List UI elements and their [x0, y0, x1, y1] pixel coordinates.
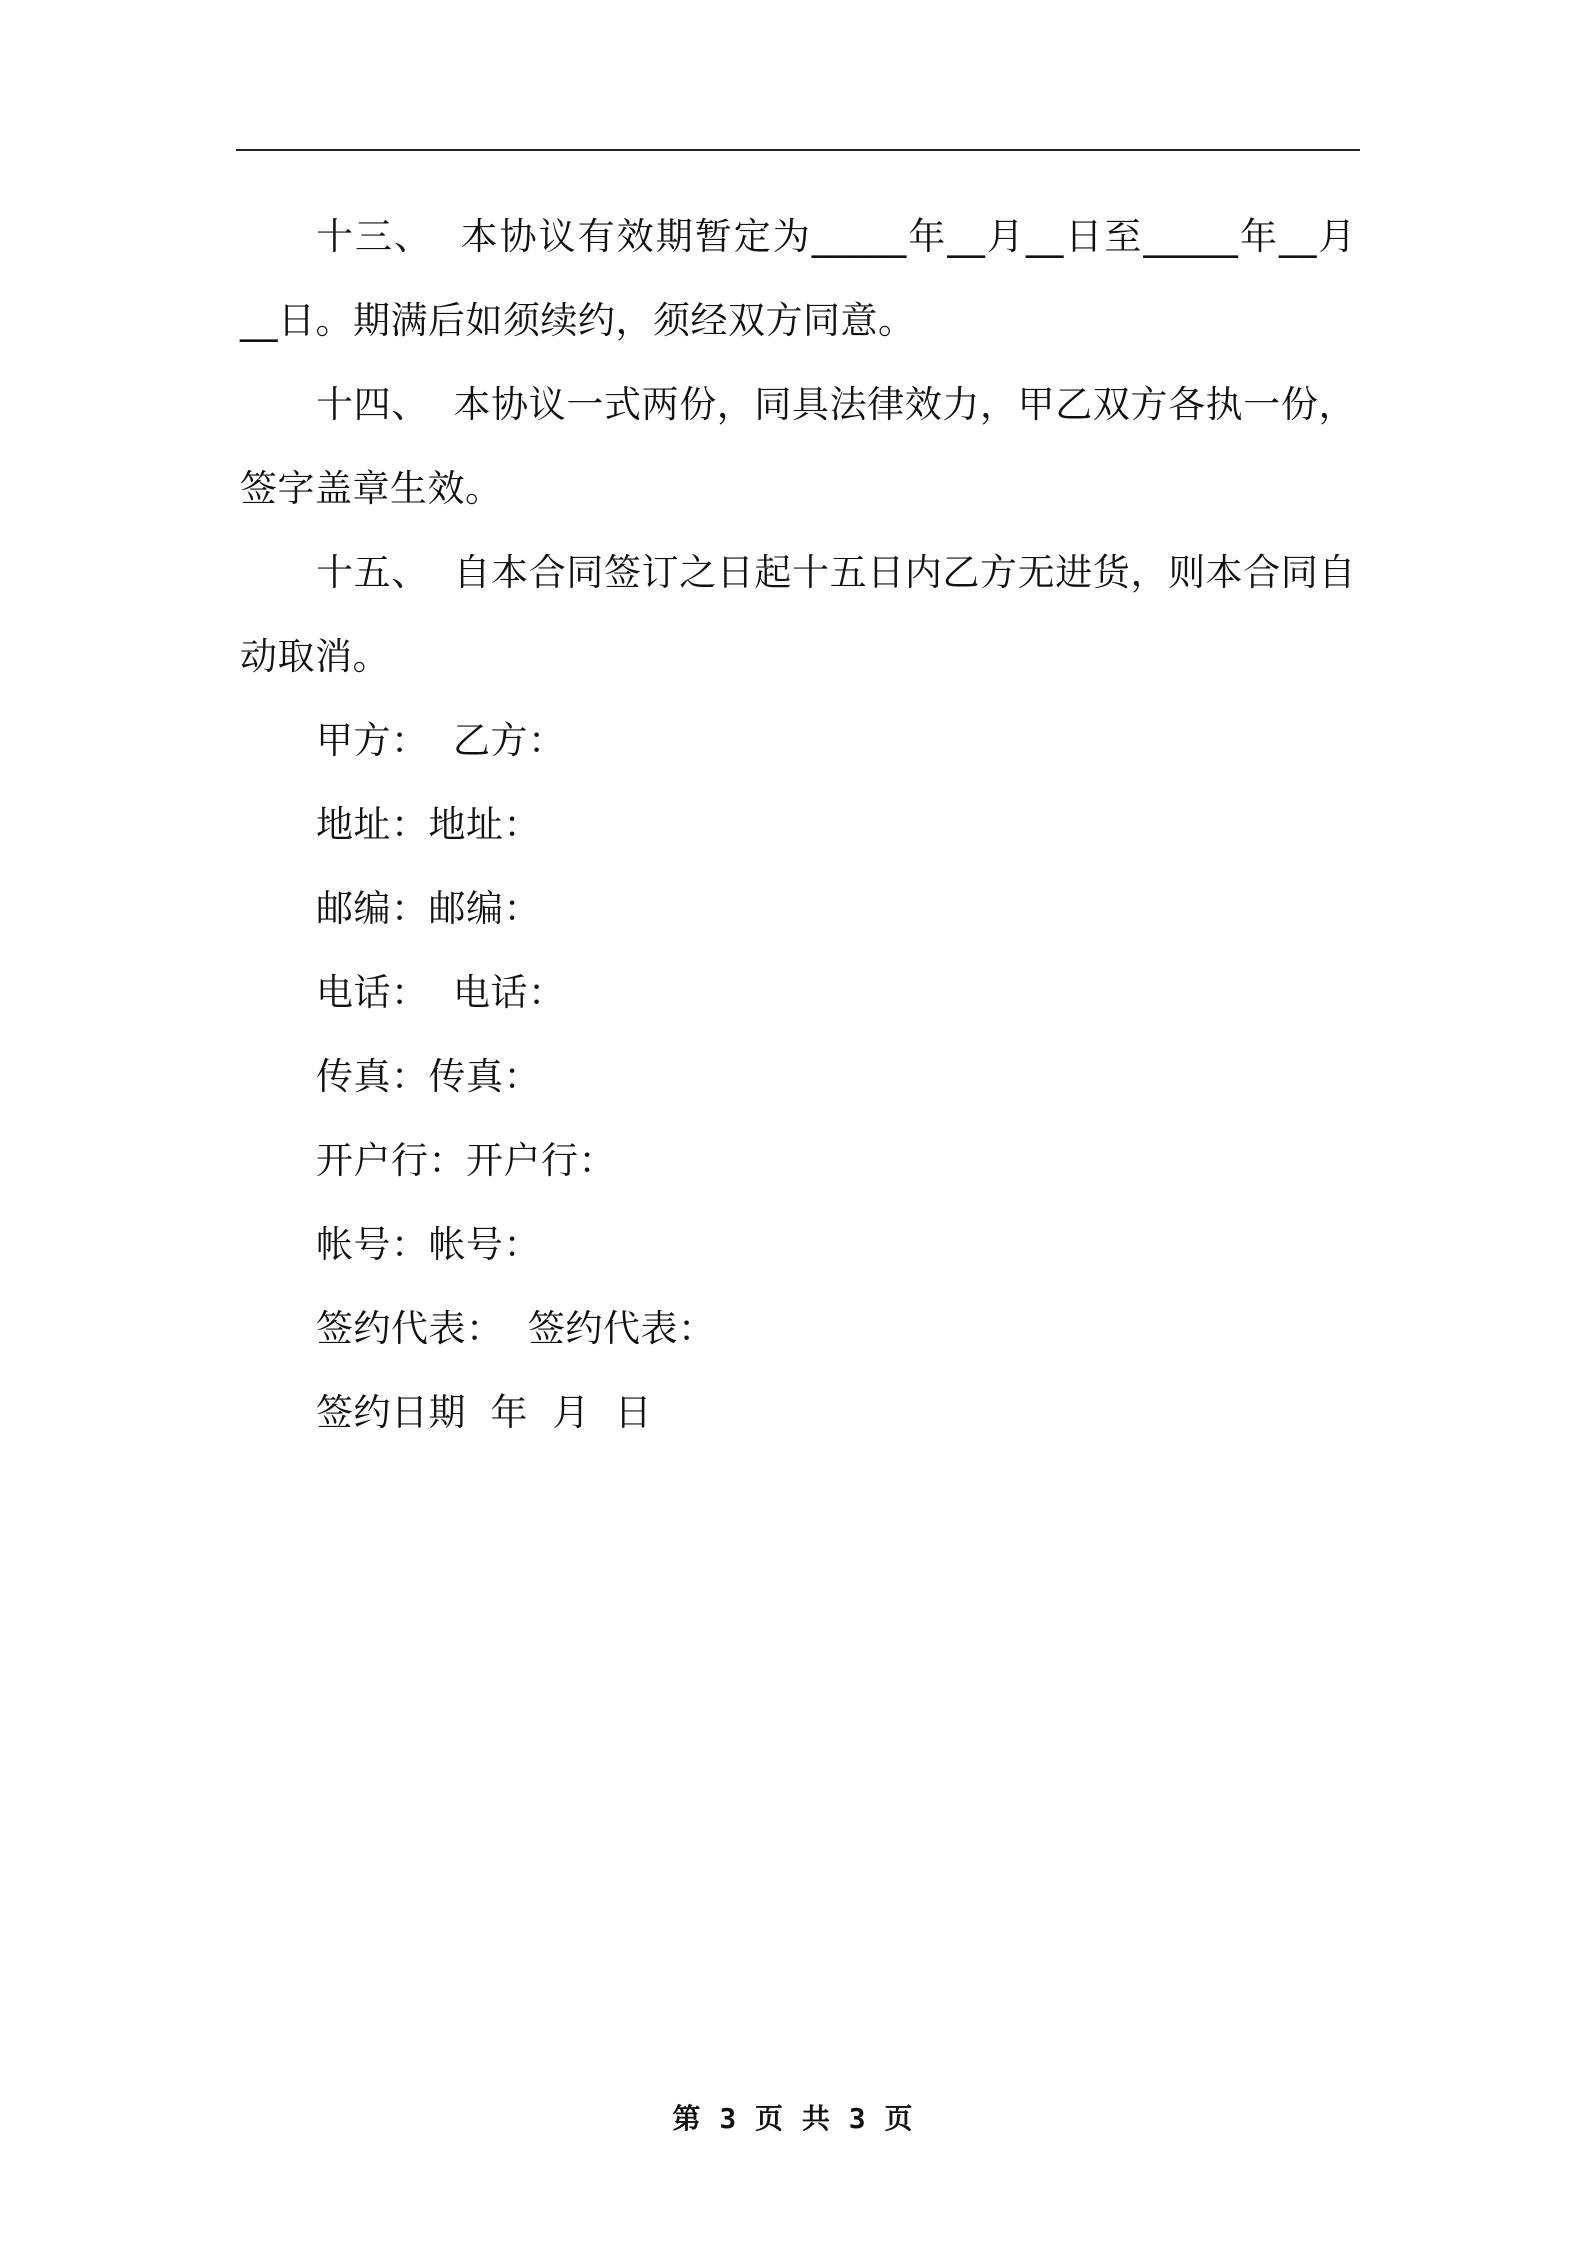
phone-line: 电话： 电话：: [316, 971, 566, 1014]
account-line: 帐号：帐号：: [316, 1223, 541, 1266]
address-line: 地址：地址：: [316, 803, 541, 846]
fax-line: 传真：传真：: [316, 1055, 541, 1098]
party-names-line: 甲方： 乙方：: [316, 719, 566, 762]
document-body: [240, 195, 1356, 1455]
clause-15: 十五、 自本合同签订之日起十五日内乙方无进货，则本合同自动取消。: [240, 551, 1356, 678]
page-number: 第 3 页 共 3 页: [672, 2102, 914, 2135]
representative-line: 签约代表： 签约代表：: [316, 1307, 716, 1350]
bank-line: 开户行：开户行：: [316, 1139, 616, 1182]
header-rule: [236, 149, 1360, 151]
signing-date-line: 签约日期 年 月 日: [316, 1391, 653, 1434]
postcode-line: 邮编：邮编：: [316, 887, 541, 930]
clause-14: 十四、 本协议一式两份，同具法律效力，甲乙双方各执一份，签字盖章生效。: [240, 383, 1356, 510]
clause-13: 十三、 本协议有效期暂定为_____年__月__日至_____年__月__日。期满后如须续约，须经双方同意。: [240, 215, 1356, 342]
